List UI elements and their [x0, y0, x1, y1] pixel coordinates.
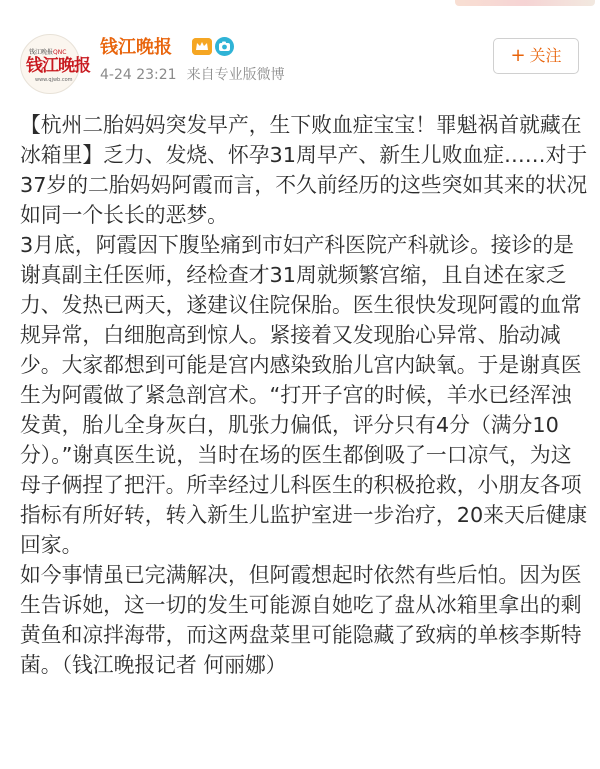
post-body — [20, 110, 588, 680]
camera-icon[interactable] — [215, 37, 234, 56]
avatar[interactable] — [20, 34, 90, 94]
post-meta — [100, 66, 285, 84]
plus-icon: + — [510, 45, 526, 66]
avatar-logo-top: 钱江晚报QNC — [29, 49, 67, 56]
post-date[interactable]: 4-24 23:21 — [100, 67, 177, 83]
avatar-logo-url: www.qjwb.com — [35, 77, 73, 83]
follow-button-label: 关注 — [529, 46, 562, 65]
post-paragraph: 【杭州二胎妈妈突发早产，生下败血症宝宝！罪魁祸首就藏在冰箱里】乏力、发烧、怀孕31周早产、新生儿败血症……对于37岁的二胎妈妈阿霞而言，不久前经历的这些突如其来的状况如同一个长长的恶梦。 — [20, 113, 588, 227]
top-strip — [0, 0, 600, 10]
post-paragraph: 如今事情虽已完满解决，但阿霞想起时依然有些后怕。因为医生告诉她，这一切的发生可能源自她吃了盘从冰箱里拿出的剩黄鱼和凉拌海带，而这两盘菜里可能隐藏了致病的单核李斯特菌。（钱江晚报记者 何丽娜） — [20, 563, 582, 677]
post-source[interactable]: 来自专业版微博 — [186, 67, 285, 83]
follow-button[interactable] — [493, 38, 579, 74]
avatar-logo-main: 钱江晚报 — [26, 56, 90, 76]
post-paragraph: 3月底，阿霞因下腹坠痛到市妇产科医院产科就诊。接诊的是谢真副主任医师，经检查才31周就频繁宫缩，且自述在家乏力、发热已两天，遂建议住院保胎。医生很快发现阿霞的血常规异常，白细胞高到惊人。紧接着又发现胎心异常、胎动减少。大家都想到可能是宫内感染致胎儿宫内缺氧。于是谢真医生为阿霞做了紧急剖宫术。“打开子宫的时候，羊水已经浑浊发黄，胎儿全身灰白，肌张力偏低，评分只有4分（满分10分）。”谢真医生说，当时在场的医生都倒吸了一口凉气，为这母子俩捏了把汗。所幸经过儿科医生的积极抢救，小朋友各项指标有所好转，转入新生儿监护室进一步治疗，20来天后健康回家。 — [20, 233, 588, 557]
post-header — [0, 18, 600, 98]
crown-vip-icon[interactable] — [192, 38, 212, 55]
account-name[interactable]: 钱江晚报 — [100, 37, 172, 58]
cropped-image-edge — [455, 0, 595, 6]
